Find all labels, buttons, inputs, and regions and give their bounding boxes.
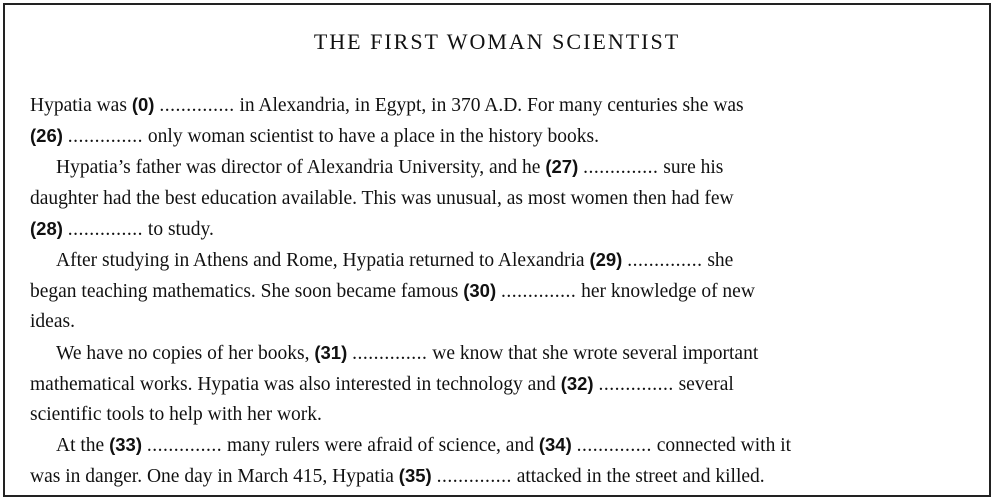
- text-line: [30, 276, 980, 307]
- answer-blank[interactable]: ..............: [500, 281, 577, 303]
- exercise-box: [3, 3, 991, 497]
- text-segment: We have no copies of her books,: [56, 342, 315, 364]
- text-line: [30, 121, 980, 152]
- text-segment: several: [673, 373, 734, 395]
- answer-blank[interactable]: ..............: [67, 218, 144, 240]
- question-number: (31): [314, 341, 348, 363]
- text-segment: many rulers were afraid of science, and: [222, 435, 539, 457]
- answer-blank[interactable]: ..............: [627, 250, 703, 272]
- answer-blank[interactable]: ..............: [159, 95, 235, 116]
- text-segment: was in danger. One day in March 415, Hypatia: [30, 466, 399, 488]
- answer-blank[interactable]: ..............: [583, 157, 659, 179]
- text-segment: to study.: [143, 218, 214, 240]
- question-number: (29): [589, 249, 623, 271]
- text-line: [30, 152, 980, 183]
- question-number: (34): [538, 434, 572, 456]
- text-line: [30, 90, 980, 121]
- text-segment: At the: [56, 435, 110, 457]
- text-segment: in Alexandria, in Egypt, in 370 A.D. For many centuries she was: [234, 95, 744, 116]
- text-segment: connected with it: [651, 435, 792, 457]
- question-number: (33): [109, 434, 142, 456]
- answer-blank[interactable]: ..............: [576, 435, 652, 457]
- question-number: (32): [560, 372, 594, 394]
- text-line: [30, 461, 980, 492]
- text-line: [30, 245, 980, 276]
- text-segment: mathematical works. Hypatia was also interested in technology and: [30, 373, 561, 395]
- answer-blank[interactable]: ..............: [146, 435, 223, 457]
- text-line: [30, 214, 980, 245]
- text-segment: we know that she wrote several important: [427, 342, 759, 364]
- text-segment: scientific tools to help with her work.: [30, 404, 322, 426]
- text-segment: daughter had the best education available. This was unusual, as most women then had few: [30, 187, 734, 209]
- text-segment: only woman scientist to have a place in the history books.: [143, 126, 600, 148]
- answer-blank[interactable]: ..............: [436, 466, 512, 488]
- text-segment: ideas.: [30, 311, 75, 333]
- answer-blank[interactable]: ..............: [67, 126, 144, 148]
- question-number: (27): [545, 156, 579, 178]
- text-segment: After studying in Athens and Rome, Hypatia returned to Alexandria: [56, 250, 590, 272]
- text-segment: attacked in the street and killed.: [511, 466, 765, 488]
- question-number: (26): [30, 125, 63, 147]
- question-number: (35): [398, 465, 432, 487]
- question-number: (28): [30, 217, 63, 239]
- text-line: [30, 369, 980, 400]
- question-number: (0): [131, 94, 155, 115]
- text-line: [30, 338, 980, 369]
- text-segment: her knowledge of new: [576, 281, 755, 303]
- text-line: [30, 430, 980, 461]
- exercise-text: [30, 90, 980, 493]
- answer-blank[interactable]: ..............: [598, 373, 674, 395]
- answer-blank[interactable]: ..............: [352, 342, 428, 364]
- text-segment: Hypatia’s father was director of Alexandria University, and he: [56, 157, 546, 179]
- text-line: [30, 184, 980, 214]
- text-segment: Hypatia was: [30, 95, 132, 116]
- text-segment: began teaching mathematics. She soon became famous: [30, 281, 464, 303]
- text-segment: sure his: [658, 157, 724, 179]
- text-line: [30, 307, 980, 337]
- text-segment: she: [702, 250, 734, 272]
- page-title: THE FIRST WOMAN SCIENTIST: [313, 29, 681, 54]
- question-number: (30): [463, 280, 497, 302]
- text-line: [30, 400, 980, 430]
